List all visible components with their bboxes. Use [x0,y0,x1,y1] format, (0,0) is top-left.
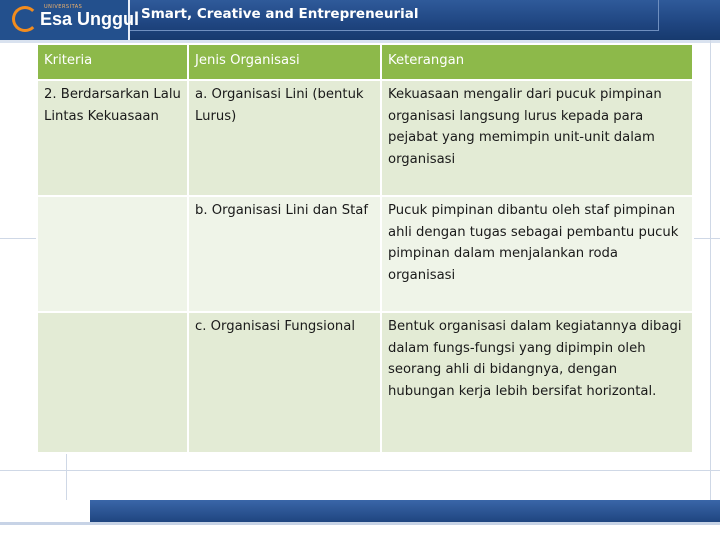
cell-jenis: c. Organisasi Fungsional [188,312,381,453]
table-row [37,196,693,312]
table-header-row [37,44,693,80]
cell-kriteria [37,196,188,312]
decorative-line [710,40,711,520]
table-row [37,312,693,453]
decorative-line [692,238,720,239]
cell-jenis: a. Organisasi Lini (bentuk Lurus) [188,80,381,196]
decorative-line [66,450,67,500]
cell-keterangan: Pucuk pimpinan dibantu oleh staf pimpinan ahli dengan tugas sebagai pembantu pucuk pimpinan dalam menjalankan roda organisasi [381,196,693,312]
cell-kriteria: 2. Berdarsarkan Lalu Lintas Kekuasaan [37,80,188,196]
column-header-jenis: Jenis Organisasi [188,44,381,80]
logo-ring-icon [12,6,38,32]
logo-text: Esa Unggul [40,9,140,29]
footer-line [0,522,720,525]
decorative-line [0,470,720,471]
cell-jenis: b. Organisasi Lini dan Staf [188,196,381,312]
header-banner [0,0,720,40]
logo-subtext: UNIVERSITAS [44,4,83,10]
cell-keterangan: Bentuk organisasi dalam kegiatannya dibagi dalam fungs-fungsi yang dipimpin oleh seorang ahli di bidangnya, dengan hubungan kerja lebih bersifat horizontal. [381,312,693,453]
cell-keterangan: Kekuasaan mengalir dari pucuk pimpinan organisasi langsung lurus kepada para pejabat yang memimpin unit-unit dalam organisasi [381,80,693,196]
tagline: Smart, Creative and Entrepreneurial [141,6,419,22]
decorative-line [0,238,36,239]
column-header-keterangan: Keterangan [381,44,693,80]
logo [0,0,140,40]
cell-kriteria [37,312,188,453]
organisasi-table [36,43,694,454]
footer-bar [90,500,720,522]
table-row [37,80,693,196]
column-header-kriteria: Kriteria [37,44,188,80]
